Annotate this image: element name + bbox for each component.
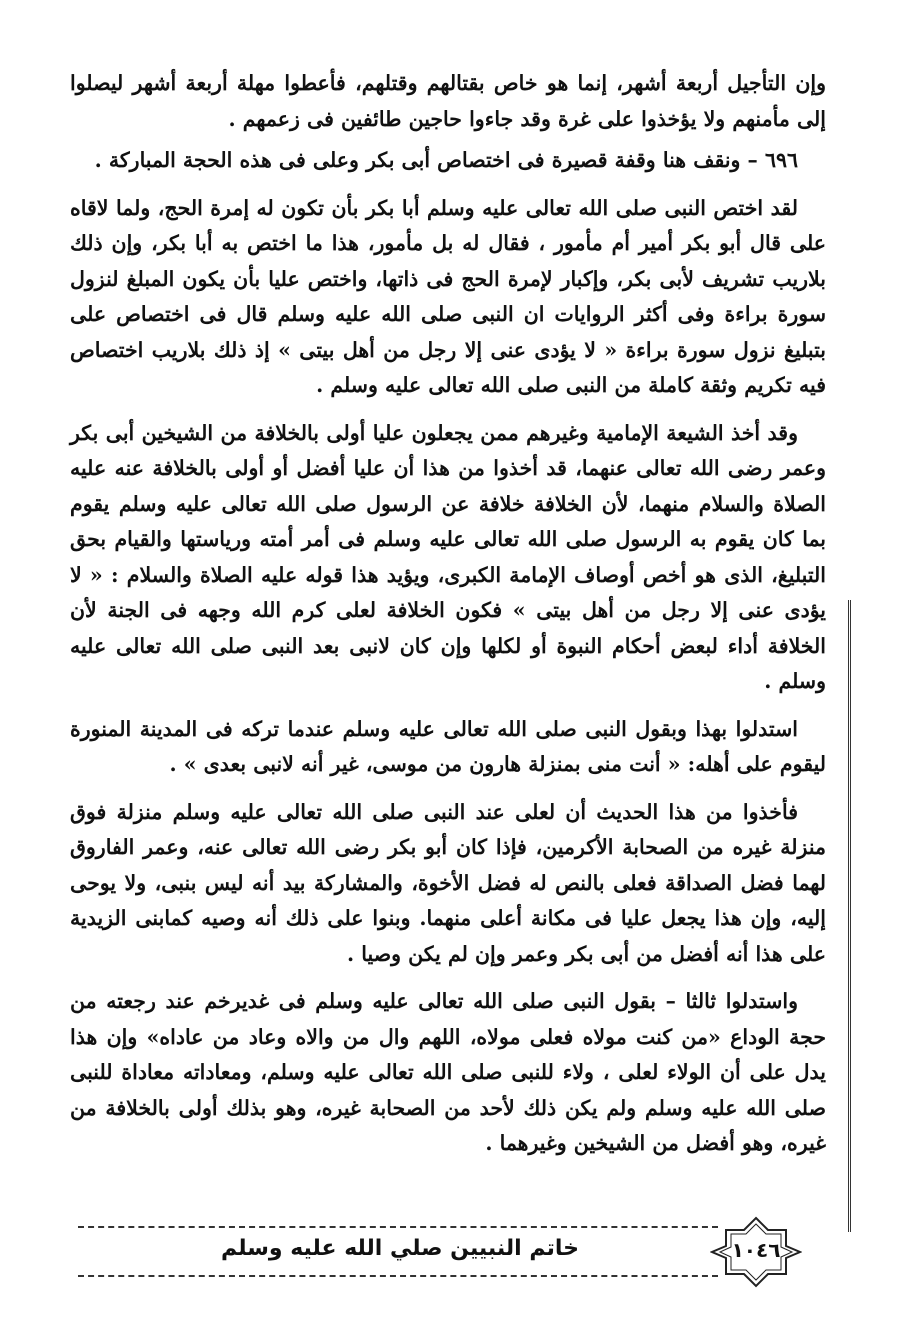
footer-rule-bottom [78, 1275, 718, 1277]
paragraph-harun-hadith: استدلوا بهذا وبقول النبى صلى الله تعالى عليه وسلم عندما تركه فى المدينة المنورة ليقوم على أهله: « أنت منى بمنزلة هارون من موسى، غير أنه لانبى بعدى » . [70, 716, 826, 776]
running-footer-title: خاتم النبيين صلي الله عليه وسلم [221, 1236, 579, 1261]
footer-rule-top [78, 1226, 718, 1228]
paragraph-section-696: ٦٩٦ – ونقف هنا وقفة قصيرة فى اختصاص أبى بكر وعلى فى هذه الحجة المباركة . [94, 148, 798, 172]
paragraph-companions-rank: فأخذوا من هذا الحديث أن لعلى عند النبى صلى الله تعالى عليه وسلم منزلة فوق منزلة غيره من الصحابة الأكرمين، فإذا كان أبو بكر رضى الله تعالى عنه، وعمر الفاروق لهما فضل الصداقة فعلى بالنص له فضل الأخوة، والمشاركة بيد أنه ليس بنبى، ولا يوحى إليه، وإن هذا يجعل عليا فى مكانة أعلى منهما. وبنوا على ذلك أنه وصيه كمابنى الزيدية على هذا أنه أفضل من أبى بكر وعمر وإن لم يكن وصيا . [70, 799, 826, 966]
paragraph-ghadir-khumm: واستدلوا ثالثا – بقول النبى صلى الله تعالى عليه وسلم فى غديرخم عند رجعته من حجة الوداع «من كنت مولاه فعلى مولاه، اللهم وال من والاه وعاد من عاداه» وإن هذا يدل على أن الولاء لعلى ، ولاء للنبى صلى الله تعالى عليه وسلم، ومعاداته معاداة للنبى صلى الله عليه وسلم ولم يكن ذلك لأحد من الصحابة غيره، وهو بذلك أولى بالخلافة من غيره، وهو أفضل من الشيخين وغيرهما . [70, 989, 826, 1155]
page-number: ١٠٤٦ [731, 1238, 781, 1262]
paragraph-continuation: وإن التأجيل أربعة أشهر، إنما هو خاص بقتالهم وقتلهم، فأعطوا مهلة أربعة أشهر ليصلوا إلى مأمنهم ولا يؤخذوا على غرة وقد جاءوا حاجين طائفين فى زعمهم . [70, 71, 826, 131]
margin-rule [848, 600, 851, 1232]
page-number-badge [710, 1216, 802, 1288]
paragraph-shia-argument: وقد أخذ الشيعة الإمامية وغيرهم ممن يجعلون عليا أولى بالخلافة من الشيخين أبى بكر وعمر رضى الله تعالى عنهما، قد أخذوا من هذا أن عليا أفضل أو أولى بالخلافة عنه عليه الصلاة والسلام منهما، لأن الخلافة خلافة عن الرسول صلى الله تعالى عليه وسلم يقوم بما كان يقوم به الرسول صلى الله تعالى عليه وسلم فى أمر أمته ورياستها والقيام بحق التبليغ، الذى هو أخص أوصاف الإمامة الكبرى، ويؤيد هذا قوله عليه الصلاة والسلام : « لا يؤدى عنى إلا رجل من أهل بيتى » فكون الخلافة لعلى كرم الله وجهه فى الجنة لأن الخلافة أداء لبعض أحكام النبوة أو لكلها وإن كان لانبى بعد النبى صلى الله تعالى عليه وسلم . [70, 420, 826, 693]
body-text [70, 66, 826, 1174]
paragraph-abu-bakr-ali: لقد اختص النبى صلى الله تعالى عليه وسلم أبا بكر بأن تكون له إمرة الحج، ولما لاقاه على قال أبو بكر أمير أم مأمور ، فقال له بل مأمور، هذا ما اختص به أبا بكر، وإن ذلك بلاريب تشريف لأبى بكر، وإكبار لإمرة الحج فى ذاتها، واختص عليا بأن يكون المبلغ لنزول سورة براءة وفى أكثر الروايات ان النبى صلى الله عليه وسلم قال فى اختصاص على بتبليغ نزول سورة براءة « لا يؤدى عنى إلا رجل من أهل بيتى » إذ ذلك بلاريب اختصاص فيه تكريم وثقة كاملة من النبى صلى الله تعالى عليه وسلم . [70, 195, 826, 397]
